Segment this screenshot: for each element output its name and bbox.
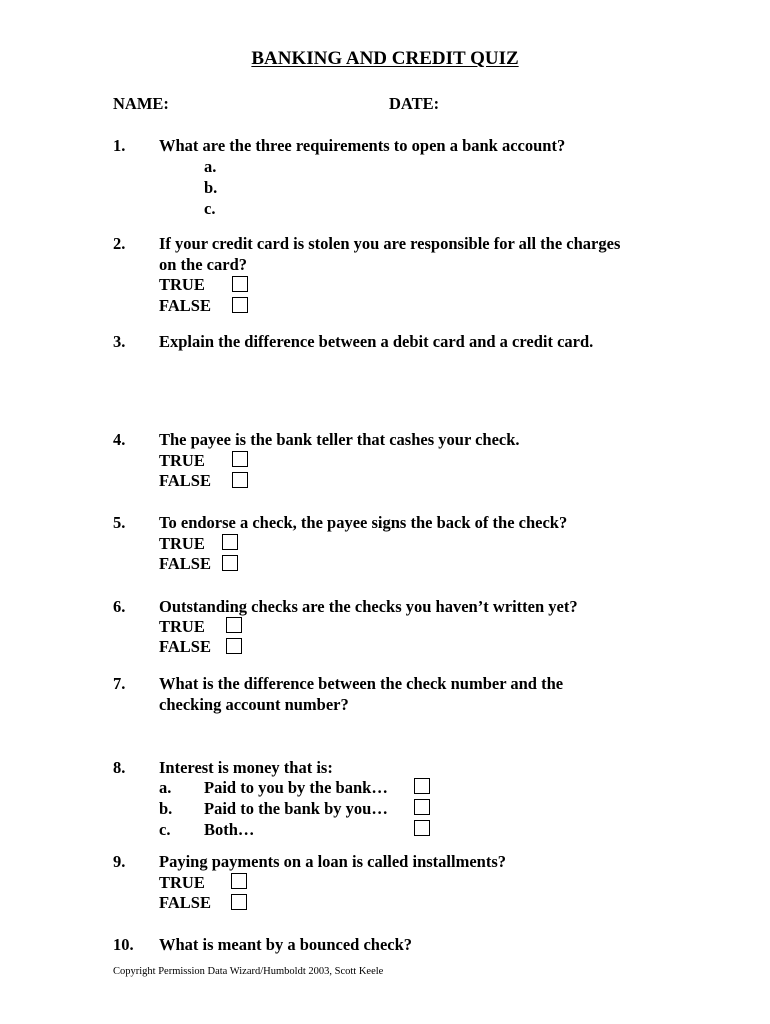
copyright-notice: Copyright Permission Data Wizard/Humboldt 2003, Scott Keele xyxy=(113,966,384,977)
option-text-b: Paid to the bank by you… xyxy=(204,799,388,818)
option-b-checkbox[interactable] xyxy=(414,799,430,815)
question-text: What are the three requirements to open a bank account? xyxy=(159,136,566,155)
question-text: What is meant by a bounced check? xyxy=(159,935,413,954)
option-text-c: Both… xyxy=(204,820,255,839)
name-label: NAME: xyxy=(113,94,169,113)
false-label: FALSE xyxy=(159,554,211,573)
option-letter-b: b. xyxy=(159,799,173,818)
answer-letter-b: b. xyxy=(204,178,218,197)
true-checkbox[interactable] xyxy=(226,617,242,633)
false-checkbox[interactable] xyxy=(231,894,247,910)
question-text: If your credit card is stolen you are responsible for all the charges xyxy=(159,234,621,253)
false-label: FALSE xyxy=(159,637,211,656)
true-label: TRUE xyxy=(159,451,205,470)
question-number: 4. xyxy=(113,430,126,449)
question-number: 6. xyxy=(113,597,126,616)
question-number: 8. xyxy=(113,758,126,777)
question-text: Paying payments on a loan is called installments? xyxy=(159,852,506,871)
quiz-title: BANKING AND CREDIT QUIZ xyxy=(251,48,519,69)
option-letter-a: a. xyxy=(159,778,172,797)
question-text: The payee is the bank teller that cashes your check. xyxy=(159,430,520,449)
answer-letter-c: c. xyxy=(204,199,216,218)
true-checkbox[interactable] xyxy=(231,873,247,889)
question-number: 3. xyxy=(113,332,126,351)
true-label: TRUE xyxy=(159,534,205,553)
option-a-checkbox[interactable] xyxy=(414,778,430,794)
question-number: 2. xyxy=(113,234,126,253)
false-checkbox[interactable] xyxy=(232,472,248,488)
question-text-continued: on the card? xyxy=(159,255,247,274)
true-checkbox[interactable] xyxy=(232,276,248,292)
false-label: FALSE xyxy=(159,296,211,315)
option-letter-c: c. xyxy=(159,820,171,839)
question-number: 5. xyxy=(113,513,126,532)
question-text-continued: checking account number? xyxy=(159,695,349,714)
true-checkbox[interactable] xyxy=(222,534,238,550)
question-number: 7. xyxy=(113,674,126,693)
question-text: Outstanding checks are the checks you haven’t written yet? xyxy=(159,597,578,616)
question-number: 10. xyxy=(113,935,134,954)
false-checkbox[interactable] xyxy=(226,638,242,654)
false-checkbox[interactable] xyxy=(222,555,238,571)
option-c-checkbox[interactable] xyxy=(414,820,430,836)
question-number: 9. xyxy=(113,852,126,871)
question-text: Interest is money that is: xyxy=(159,758,333,777)
question-text: Explain the difference between a debit card and a credit card. xyxy=(159,332,594,351)
true-checkbox[interactable] xyxy=(232,451,248,467)
false-checkbox[interactable] xyxy=(232,297,248,313)
date-label: DATE: xyxy=(389,94,440,113)
false-label: FALSE xyxy=(159,471,211,490)
option-text-a: Paid to you by the bank… xyxy=(204,778,388,797)
answer-letter-a: a. xyxy=(204,157,217,176)
true-label: TRUE xyxy=(159,617,205,636)
true-label: TRUE xyxy=(159,275,205,294)
true-label: TRUE xyxy=(159,873,205,892)
false-label: FALSE xyxy=(159,893,211,912)
question-text: To endorse a check, the payee signs the back of the check? xyxy=(159,513,568,532)
question-number: 1. xyxy=(113,136,126,155)
question-text: What is the difference between the check number and the xyxy=(159,674,564,693)
